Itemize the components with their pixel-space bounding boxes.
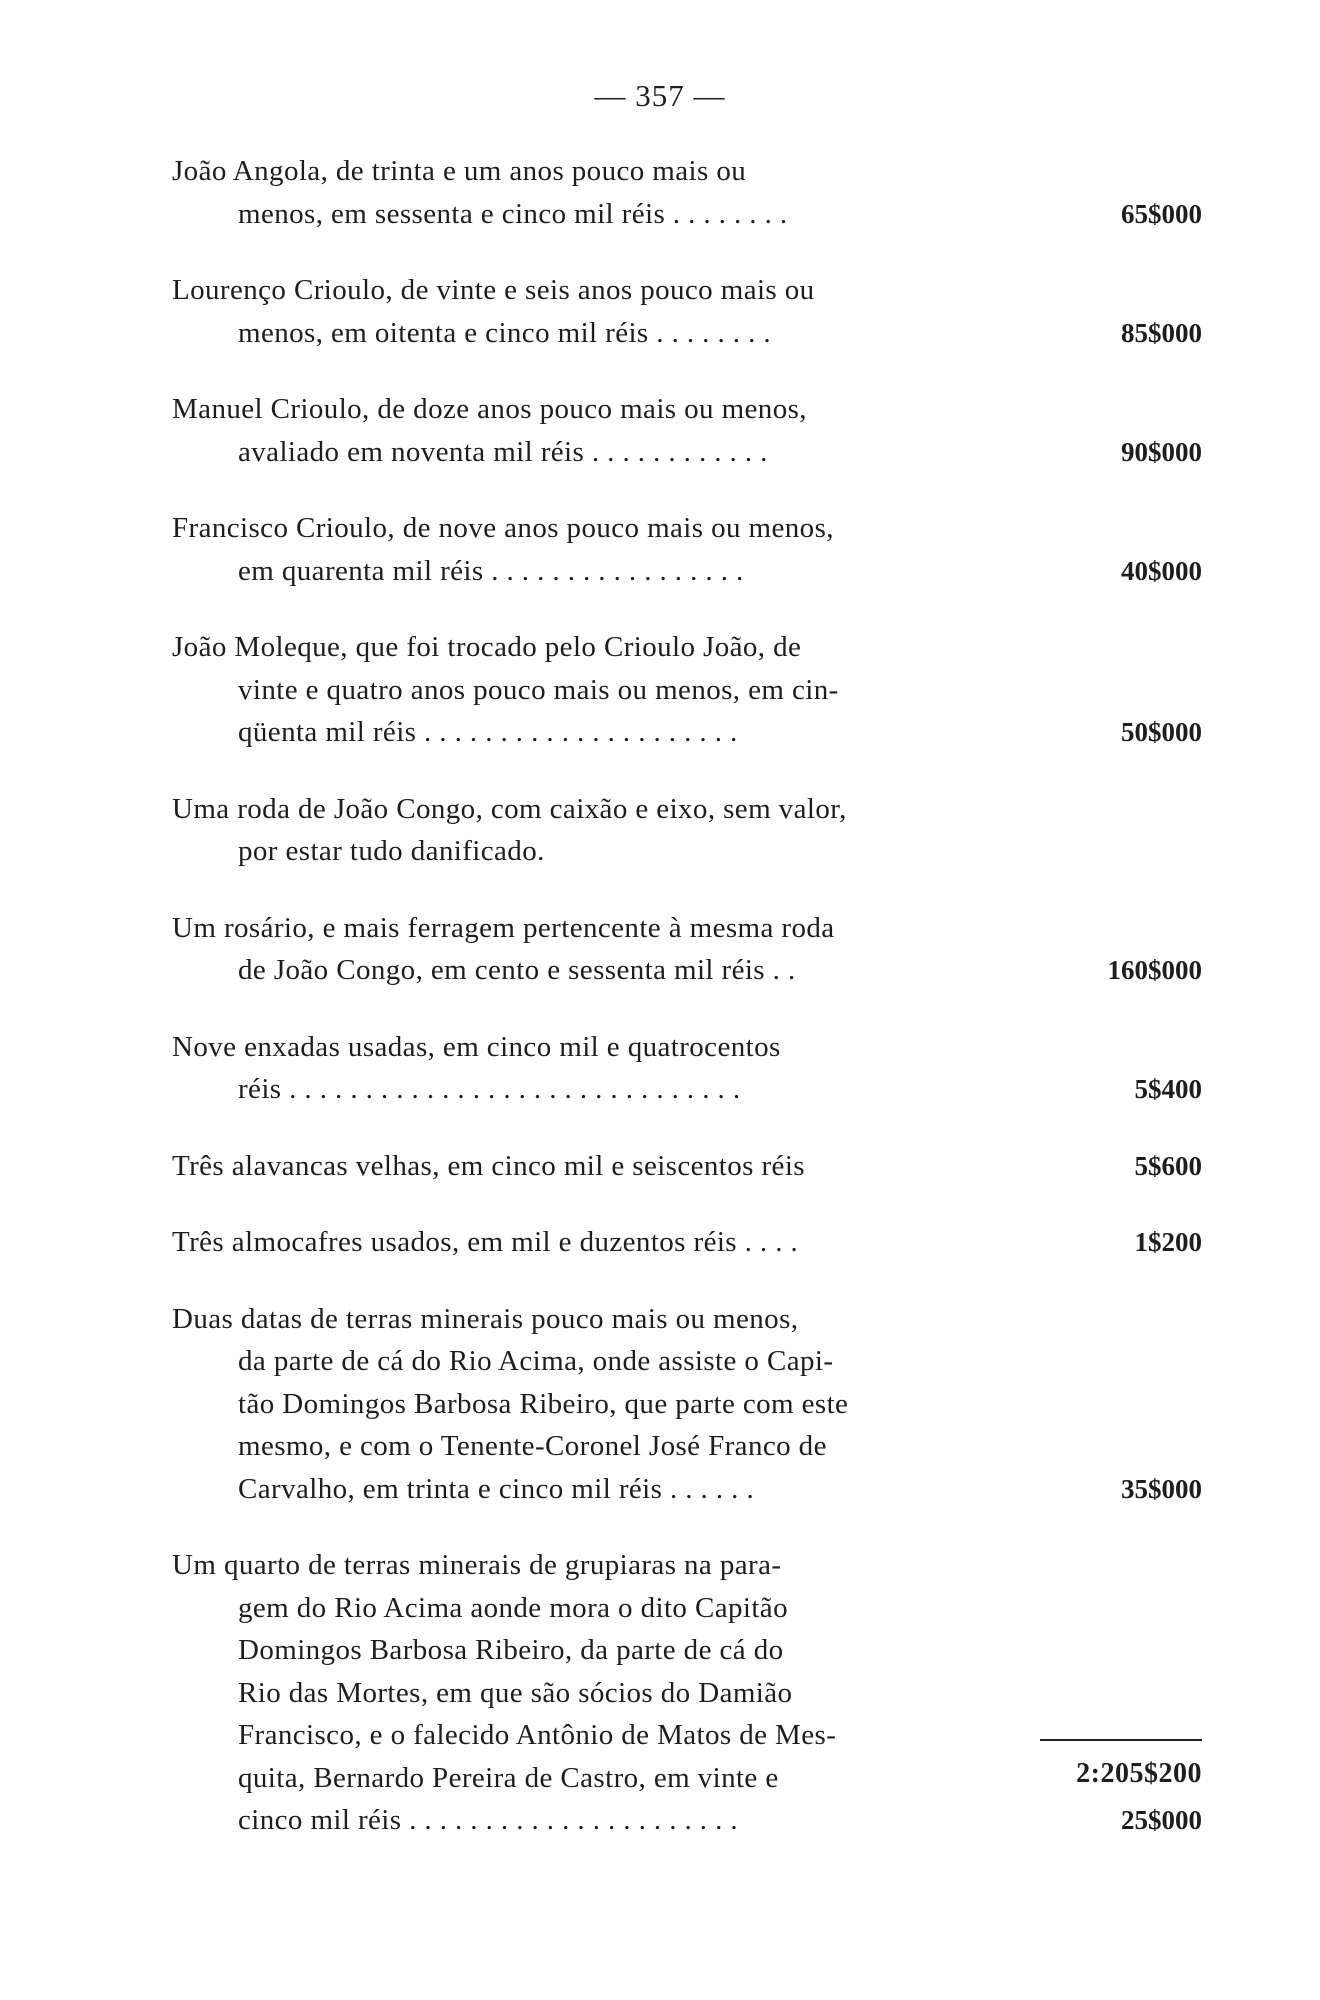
entry-line: gem do Rio Acima aonde mora o dito Capitão xyxy=(238,1591,788,1624)
entry-line: Domingos Barbosa Ribeiro, da parte de cá do xyxy=(238,1634,784,1666)
entry-line: Francisco Crioulo, de nove anos pouco mais ou menos, xyxy=(172,512,834,544)
entry-line: Carvalho, em trinta e cinco mil réis . . . . . . xyxy=(238,1472,755,1505)
entry-line: menos, em sessenta e cinco mil réis . . . . . . . . xyxy=(238,197,788,230)
page-number: — 357 — xyxy=(594,78,726,113)
entry-line: Três almocafres usados, em mil e duzentos réis . . . . xyxy=(172,1226,799,1258)
entry-text xyxy=(172,507,982,592)
inventory-entry xyxy=(172,1145,1202,1188)
entry-text xyxy=(172,1221,982,1264)
entry-text xyxy=(172,788,982,873)
entry-amount: 25$000 xyxy=(1121,1805,1202,1835)
entry-line: Nove enxadas usadas, em cinco mil e quatrocentos xyxy=(172,1030,781,1063)
inventory-entry xyxy=(172,150,1202,235)
inventory-entry xyxy=(172,907,1202,992)
entry-amount: 5$600 xyxy=(1134,1150,1202,1181)
inventory-entry xyxy=(172,1544,1202,1842)
sum-rule xyxy=(1040,1739,1202,1741)
entry-line: vinte e quatro anos pouco mais ou menos, em cin- xyxy=(238,673,839,706)
entry-line: cinco mil réis . . . . . . . . . . . . . . . . . . . . . . xyxy=(238,1804,739,1836)
inventory-entry xyxy=(172,626,1202,754)
inventory-entry xyxy=(172,269,1202,354)
entry-line: em quarenta mil réis . . . . . . . . . . . . . . . . . xyxy=(238,554,744,587)
inventory-entry xyxy=(172,788,1202,873)
entry-text xyxy=(172,150,982,235)
inventory-entry xyxy=(172,1026,1202,1111)
entry-line: qüenta mil réis . . . . . . . . . . . . . . . . . . . . . xyxy=(238,716,738,748)
entry-line: Francisco, e o falecido Antônio de Matos de Mes- xyxy=(238,1719,837,1751)
inventory-entry xyxy=(172,507,1202,592)
entry-amount: 5$400 xyxy=(1134,1074,1202,1104)
total-amount: 2:205$200 xyxy=(1076,1758,1202,1789)
entry-line: João Angola, de trinta e um anos pouco mais ou xyxy=(172,155,747,187)
entry-line: Duas datas de terras minerais pouco mais ou menos, xyxy=(172,1302,799,1335)
entry-amount: 1$200 xyxy=(1134,1227,1202,1257)
entry-line: da parte de cá do Rio Acima, onde assiste o Capi- xyxy=(238,1345,834,1377)
entry-amount: 50$000 xyxy=(1121,717,1202,747)
entry-line: tão Domingos Barbosa Ribeiro, que parte com este xyxy=(238,1387,849,1420)
entry-text xyxy=(172,907,982,992)
entry-text xyxy=(172,1544,982,1842)
entry-text xyxy=(172,269,982,354)
inventory-entry xyxy=(172,388,1202,473)
entry-text xyxy=(172,388,982,473)
entry-line: quita, Bernardo Pereira de Castro, em vinte e xyxy=(238,1761,779,1794)
entry-line: Rio das Mortes, em que são sócios do Damião xyxy=(238,1676,793,1709)
inventory-list xyxy=(172,150,1202,1876)
entry-line: João Moleque, que foi trocado pelo Crioulo João, de xyxy=(172,631,802,663)
entry-text xyxy=(172,1298,982,1511)
entry-text xyxy=(172,1145,982,1188)
inventory-entry xyxy=(172,1221,1202,1264)
entry-line: Manuel Crioulo, de doze anos pouco mais ou menos, xyxy=(172,393,807,425)
entry-text xyxy=(172,626,982,754)
entry-line: Uma roda de João Congo, com caixão e eixo, sem valor, xyxy=(172,792,847,825)
entry-amount: 85$000 xyxy=(1121,317,1202,348)
entry-amount: 40$000 xyxy=(1121,555,1202,586)
entry-text xyxy=(172,1026,982,1111)
entry-line: Três alavancas velhas, em cinco mil e seiscentos réis xyxy=(172,1149,805,1182)
entry-amount: 90$000 xyxy=(1121,436,1202,467)
entry-line: Um rosário, e mais ferragem pertencente à mesma roda xyxy=(172,911,835,944)
entry-amount: 35$000 xyxy=(1121,1473,1202,1504)
entry-amount: 65$000 xyxy=(1121,198,1202,229)
entry-line: mesmo, e com o Tenente-Coronel José Franco de xyxy=(238,1430,827,1462)
entry-line: de João Congo, em cento e sessenta mil réis . . xyxy=(238,954,796,986)
entry-amount: 160$000 xyxy=(1107,955,1202,985)
entry-line: menos, em oitenta e cinco mil réis . . . . . . . . xyxy=(238,316,772,349)
entry-line: réis . . . . . . . . . . . . . . . . . . . . . . . . . . . . . . xyxy=(238,1073,741,1105)
inventory-entry xyxy=(172,1298,1202,1511)
entry-line: avaliado em noventa mil réis . . . . . . . . . . . . xyxy=(238,435,768,468)
entry-line: por estar tudo danificado. xyxy=(238,835,545,867)
entry-line: Lourenço Crioulo, de vinte e seis anos pouco mais ou xyxy=(172,274,815,306)
entry-line: Um quarto de terras minerais de grupiaras na para- xyxy=(172,1549,782,1581)
